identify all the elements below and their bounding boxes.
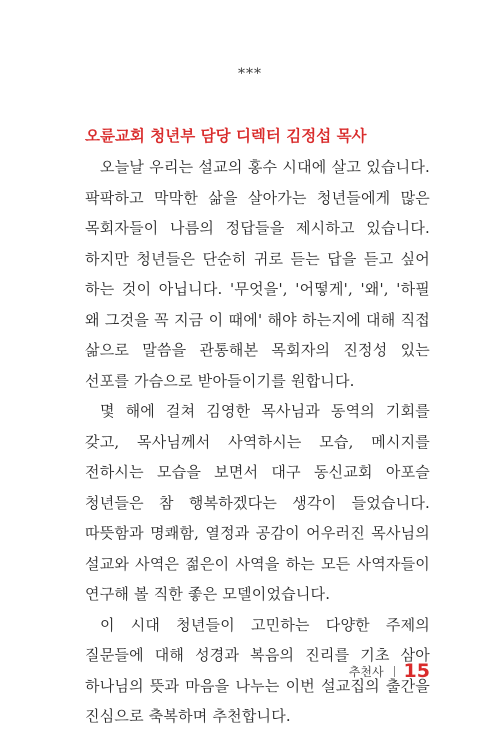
section-heading: 오륜교회 청년부 담당 디렉터 김정섭 목사 bbox=[85, 127, 367, 145]
body-text bbox=[85, 152, 430, 732]
section-separator: *** bbox=[238, 66, 262, 82]
paragraph: 오늘날 우리는 설교의 홍수 시대에 살고 있습니다. 팍팍하고 막막한 삶을 살아가는 청년들에게 많은 목회자들이 나름의 정답들을 제시하고 있습니다. 하지만 청년들은 단순히 귀로 듣는 답을 듣고 싶어 하는 것이 아닙니다. '무엇을', '어떻게', '왜', '하필 왜 그것을 꼭 지금 이 때에' 해야 하는지에 대해 직접 삶으로 말씀을 관통해본 목회자의 진정성 있는 선포를 가슴으로 받아들이기를 원합니다. bbox=[85, 158, 430, 390]
paragraph: 몇 해에 걸쳐 김영한 목사님과 동역의 기회를 갖고, 목사님께서 사역하시는 모습, 메시지를 전하시는 모습을 보면서 대구 동신교회 아포슬 청년들은 참 행복하겠다는 생각이 들었습니다. 따뜻함과 명쾌함, 열정과 공감이 어우러진 목사님의 설교와 사역은 젊은이 사역을 하는 모든 사역자들이 연구해 볼 직한 좋은 모델이었습니다. bbox=[85, 402, 430, 603]
footer-divider bbox=[394, 666, 395, 677]
page-footer bbox=[349, 660, 430, 682]
paragraph: 이 시대 청년들이 고민하는 다양한 주제의 질문들에 대해 성경과 복음의 진리를 기초 삼아 하나님의 뜻과 마음을 나누는 이번 설교집의 출간을 진심으로 축복하며 추천합니다. bbox=[85, 615, 430, 725]
page-number: 15 bbox=[403, 660, 430, 682]
section-label: 추천사 bbox=[348, 664, 384, 679]
